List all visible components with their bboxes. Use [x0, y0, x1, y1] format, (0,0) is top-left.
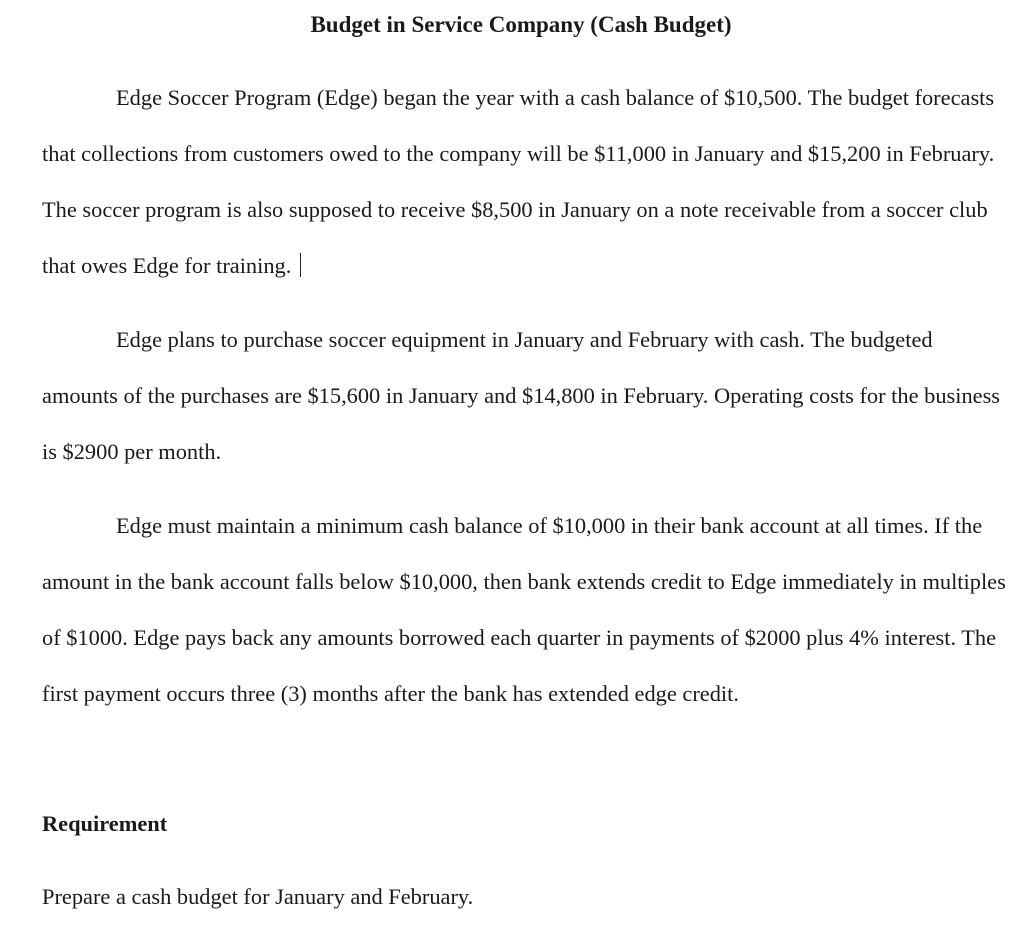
paragraph-cash-collections[interactable] — [42, 70, 1007, 294]
paragraph-minimum-balance[interactable]: Edge must maintain a minimum cash balance of $10,000 in their bank account at all times. If the amount in the bank account falls below $10,000, then bank extends credit to Edge immediately in multiples of $1000. Edge pays back any amounts borrowed each quarter in payments of $2000 plus 4% interest. The first payment occurs three (3) months after the bank has extended edge credit. — [42, 513, 1006, 706]
paragraph-1-text: Edge Soccer Program (Edge) began the year with a cash balance of $10,500. The budget forecasts that collections from customers owed to the company will be $11,000 in January and $15,200 in February. The soccer program is also supposed to receive $8,500 in January on a note receivable from a soccer club that owes Edge for training. — [42, 85, 995, 278]
requirement-text[interactable]: Prepare a cash budget for January and February. — [42, 884, 474, 909]
requirement-heading: Requirement — [42, 811, 168, 836]
text-cursor — [300, 253, 301, 277]
document-title: Budget in Service Company (Cash Budget) — [310, 12, 732, 37]
paragraph-equipment-purchases[interactable]: Edge plans to purchase soccer equipment in January and February with cash. The budgeted amounts of the purchases are $15,600 in January and $14,800 in February. Operating costs for the business is $2900 per month. — [42, 327, 1001, 464]
